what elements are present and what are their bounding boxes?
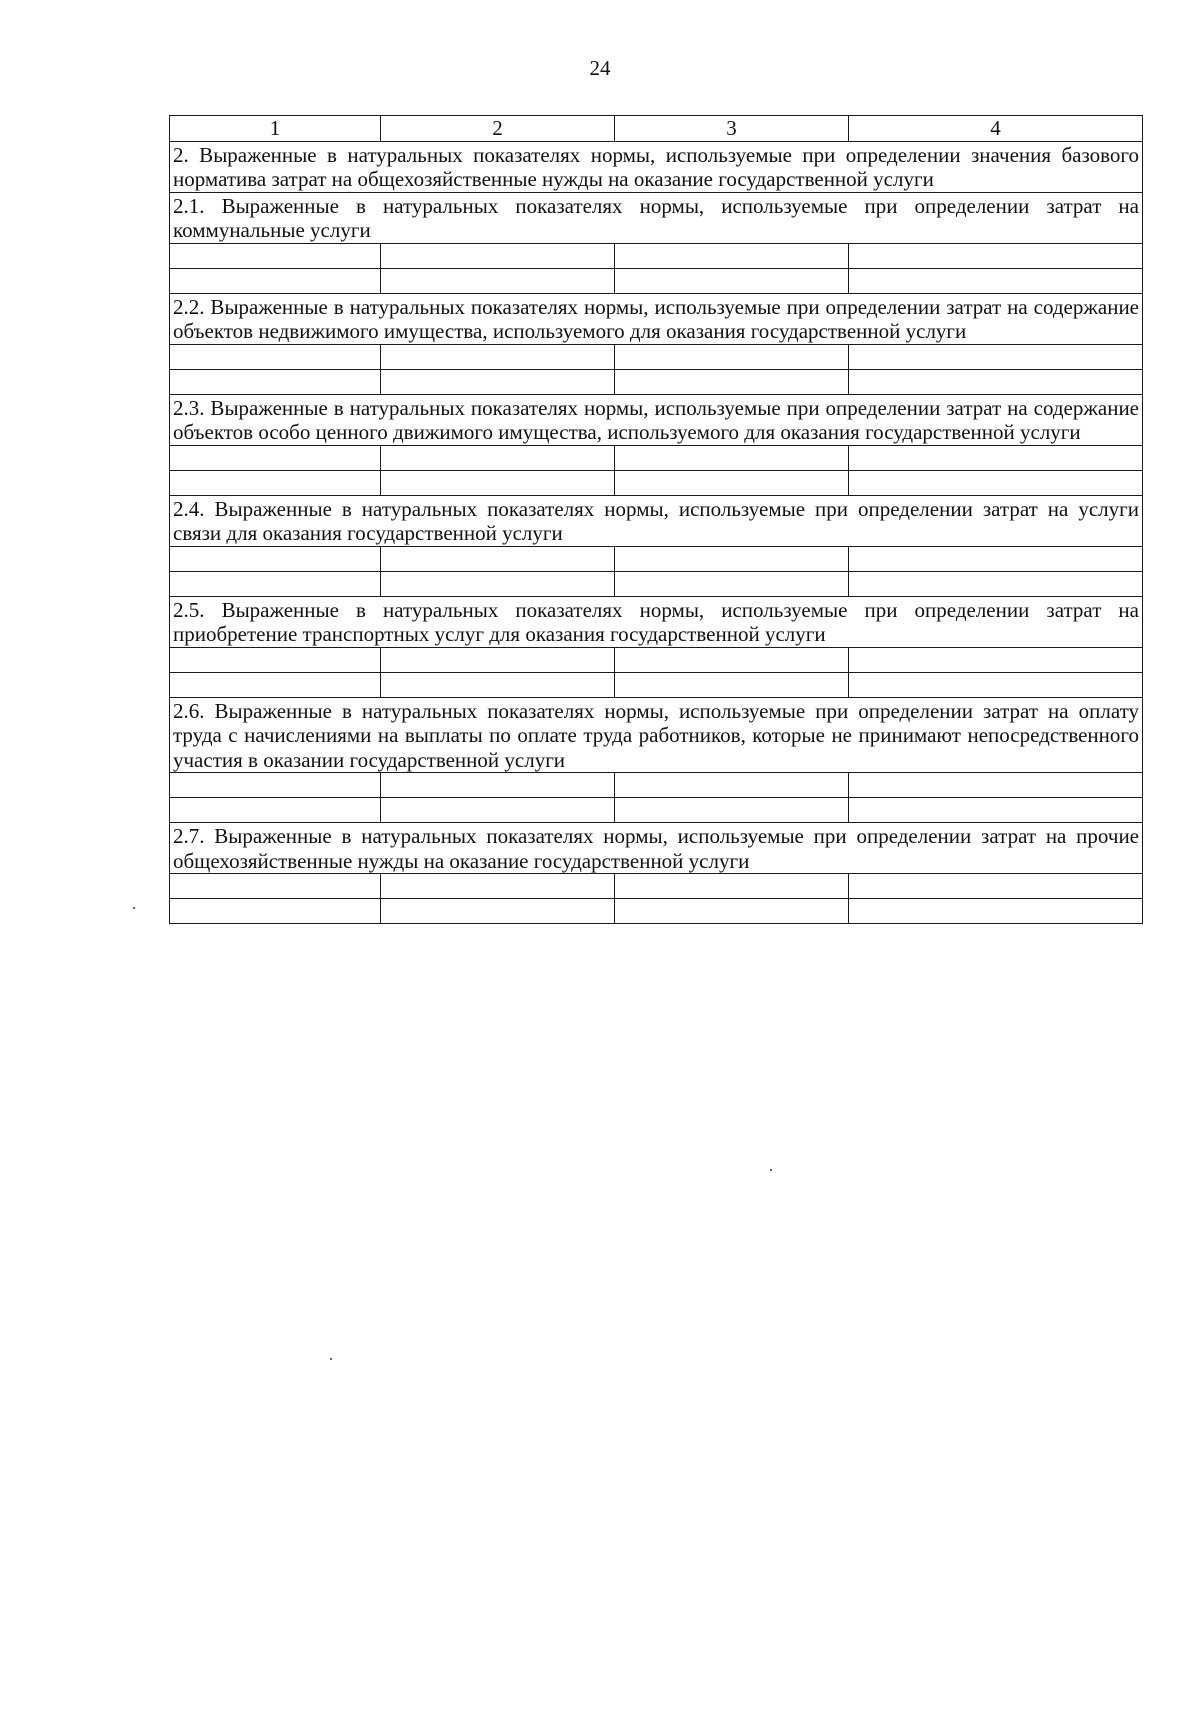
section-title-2-2: 2.2. Выраженные в натуральных показателях нормы, используемые при определении затрат на содержание объектов недвижимого имущества, используемого для оказания государственной услуги bbox=[170, 293, 1143, 344]
section-title-2-6: 2.6. Выраженные в натуральных показателях нормы, используемые при определении затрат на оплату труда с начислениями на выплаты по оплате труда работников, которые не принимают непосредственного участия в оказании государственной услуги bbox=[170, 697, 1143, 773]
section-title-2-3: 2.3. Выраженные в натуральных показателях нормы, используемые при определении затрат на содержание объектов особо ценного движимого имущества, используемого для оказания государственной услуги bbox=[170, 394, 1143, 445]
table-row bbox=[170, 571, 1143, 596]
table-cell bbox=[170, 874, 381, 899]
table-cell bbox=[381, 899, 615, 924]
section-title-2-1: 2.1. Выраженные в натуральных показателях нормы, используемые при определении затрат на коммунальные услуги bbox=[170, 192, 1143, 243]
table-cell bbox=[849, 445, 1143, 470]
table-cell bbox=[170, 344, 381, 369]
table-cell bbox=[381, 874, 615, 899]
table-cell bbox=[615, 571, 849, 596]
table-cell bbox=[615, 369, 849, 394]
table-cell bbox=[849, 470, 1143, 495]
table-cell bbox=[381, 672, 615, 697]
table-cell bbox=[381, 344, 615, 369]
table-row bbox=[170, 546, 1143, 571]
table-cell bbox=[615, 647, 849, 672]
table-cell bbox=[170, 445, 381, 470]
table-cell bbox=[381, 773, 615, 798]
table-cell bbox=[615, 243, 849, 268]
table-cell bbox=[170, 773, 381, 798]
table-cell bbox=[615, 874, 849, 899]
page-number: 24 bbox=[589, 56, 611, 80]
table-cell bbox=[849, 773, 1143, 798]
column-header-2: 2 bbox=[381, 116, 615, 142]
norms-table bbox=[169, 115, 1143, 924]
table-header-row bbox=[170, 116, 1143, 142]
table-cell bbox=[615, 899, 849, 924]
table-cell bbox=[849, 268, 1143, 293]
table-cell bbox=[381, 546, 615, 571]
table-cell bbox=[381, 369, 615, 394]
table-row bbox=[170, 647, 1143, 672]
table-row bbox=[170, 344, 1143, 369]
section-row-2-3 bbox=[170, 394, 1143, 445]
table-cell bbox=[615, 773, 849, 798]
table-cell bbox=[849, 546, 1143, 571]
table-cell bbox=[381, 798, 615, 823]
table-row bbox=[170, 672, 1143, 697]
table-cell bbox=[615, 546, 849, 571]
scan-speck bbox=[133, 907, 135, 909]
table-cell bbox=[381, 243, 615, 268]
column-header-3: 3 bbox=[615, 116, 849, 142]
table-cell bbox=[615, 268, 849, 293]
table-row bbox=[170, 243, 1143, 268]
table-cell bbox=[170, 470, 381, 495]
table-cell bbox=[849, 672, 1143, 697]
table-cell bbox=[615, 672, 849, 697]
table-cell bbox=[615, 344, 849, 369]
section-row-2-4 bbox=[170, 495, 1143, 546]
table-cell bbox=[615, 470, 849, 495]
table-cell bbox=[170, 899, 381, 924]
table-cell bbox=[170, 798, 381, 823]
table-cell bbox=[381, 268, 615, 293]
table-cell bbox=[849, 798, 1143, 823]
section-row-2-1 bbox=[170, 192, 1143, 243]
table-row bbox=[170, 268, 1143, 293]
table-cell bbox=[849, 899, 1143, 924]
table-cell bbox=[170, 243, 381, 268]
section-row-2-5 bbox=[170, 596, 1143, 647]
table-cell bbox=[170, 672, 381, 697]
table-cell bbox=[170, 268, 381, 293]
table-cell bbox=[381, 571, 615, 596]
table-cell bbox=[615, 445, 849, 470]
table-cell bbox=[381, 445, 615, 470]
table-row bbox=[170, 874, 1143, 899]
table-cell bbox=[849, 369, 1143, 394]
table-cell bbox=[170, 647, 381, 672]
scan-speck bbox=[770, 1169, 772, 1171]
table-cell bbox=[849, 243, 1143, 268]
table-cell bbox=[170, 369, 381, 394]
table-cell bbox=[615, 798, 849, 823]
table-cell bbox=[381, 647, 615, 672]
table-row bbox=[170, 369, 1143, 394]
table-cell bbox=[170, 546, 381, 571]
section-row-2-2 bbox=[170, 293, 1143, 344]
table-cell bbox=[381, 470, 615, 495]
scan-speck bbox=[330, 1358, 332, 1360]
section-row-2-6 bbox=[170, 697, 1143, 773]
table-cell bbox=[849, 647, 1143, 672]
table-row bbox=[170, 899, 1143, 924]
section-row-2-7 bbox=[170, 823, 1143, 874]
column-header-1: 1 bbox=[170, 116, 381, 142]
table-row bbox=[170, 470, 1143, 495]
table-cell bbox=[849, 874, 1143, 899]
table-row bbox=[170, 773, 1143, 798]
table-cell bbox=[849, 344, 1143, 369]
section-title-2-4: 2.4. Выраженные в натуральных показателях нормы, используемые при определении затрат на услуги связи для оказания государственной услуги bbox=[170, 495, 1143, 546]
section-row-2 bbox=[170, 141, 1143, 192]
section-title-2-5: 2.5. Выраженные в натуральных показателях нормы, используемые при определении затрат на приобретение транспортных услуг для оказания государственной услуги bbox=[170, 596, 1143, 647]
table-cell bbox=[849, 571, 1143, 596]
section-title-2: 2. Выраженные в натуральных показателях нормы, используемые при определении значения базового норматива затрат на общехозяйственные нужды на оказание государственной услуги bbox=[170, 141, 1143, 192]
table-row bbox=[170, 798, 1143, 823]
column-header-4: 4 bbox=[849, 116, 1143, 142]
table-cell bbox=[170, 571, 381, 596]
section-title-2-7: 2.7. Выраженные в натуральных показателях нормы, используемые при определении затрат на прочие общехозяйственные нужды на оказание государственной услуги bbox=[170, 823, 1143, 874]
table-row bbox=[170, 445, 1143, 470]
